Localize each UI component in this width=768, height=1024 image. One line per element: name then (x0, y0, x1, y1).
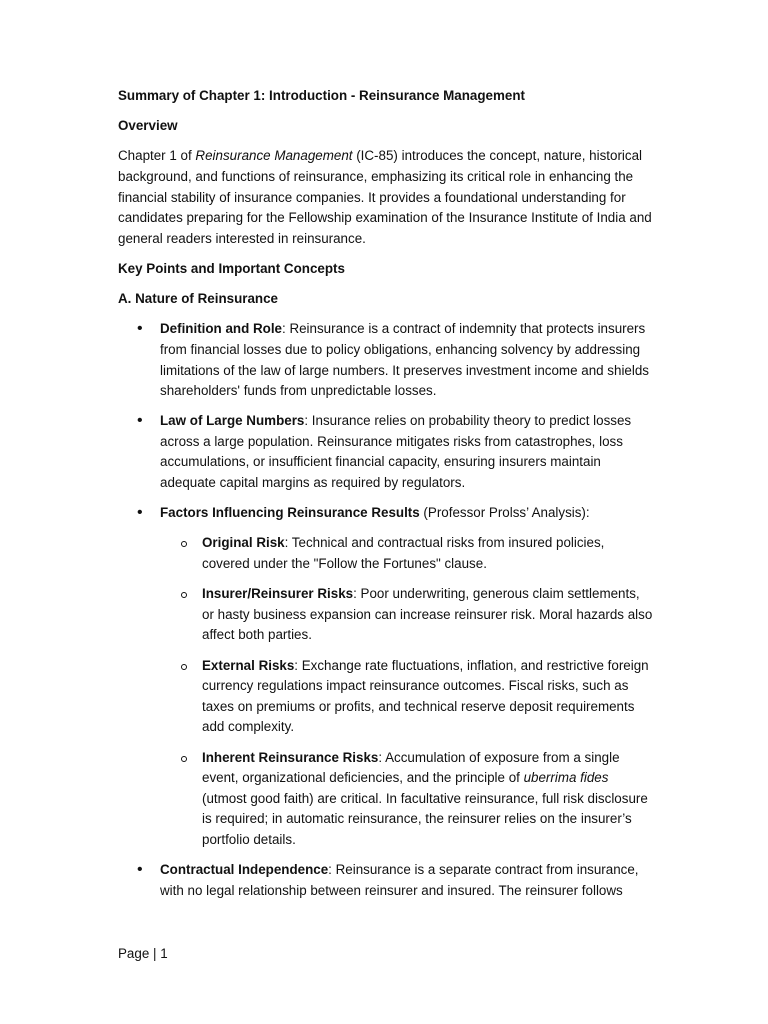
sub-bullet-term: Insurer/Reinsurer Risks (202, 586, 354, 602)
document-page (118, 86, 653, 911)
overview-pre: Chapter 1 of (118, 148, 196, 164)
list-item (118, 503, 653, 850)
section-a-heading: A. Nature of Reinsurance (118, 291, 278, 307)
page-number-footer: Page | 1 (118, 946, 168, 961)
bullet-text: : Reinsurance is a separate contract from insurance, with no legal relationship between reinsurer and insured. The reinsurer follows (160, 862, 639, 898)
bullet-list (118, 319, 653, 901)
overview-post: (IC-85) introduces the concept, nature, historical background, and functions of reinsurance, emphasizing its critical role in enhancing the financial stability of insurance companies. It provides a foundational understanding for candidates preparing for the Fellowship examination of the Insurance Institute of India and general readers interested in reinsurance. (118, 148, 652, 246)
overview-paragraph (118, 146, 653, 249)
sub-list-item (160, 656, 653, 738)
sub-bullet-text-pre: : Accumulation of exposure from a single event, organizational deficiencies, and the principle of (202, 749, 620, 786)
bullet-term: Factors Influencing Reinsurance Results (160, 505, 420, 521)
sub-bullet-text: : Exchange rate fluctuations, inflation, and restrictive foreign currency regulations impact reinsurance outcomes. Fiscal risks, such as taxes on premiums or profits, and technical reserve deposit requirements add complexity. (202, 657, 649, 735)
bullet-term: Definition and Role (160, 321, 282, 337)
sub-list-item (160, 533, 653, 574)
book-title: Reinsurance Management (195, 148, 353, 164)
sub-bullet-text: : Poor underwriting, generous claim settlements, or hasty business expansion can increase reinsurer risk. Moral hazards also affect both parties. (202, 586, 653, 643)
overview-heading: Overview (118, 118, 178, 134)
sub-list-item (160, 748, 653, 851)
sub-bullet-term: Inherent Reinsurance Risks (202, 749, 379, 765)
key-points-heading: Key Points and Important Concepts (118, 260, 345, 276)
sub-bullet-term: External Risks (202, 657, 295, 673)
sub-bullet-term: Original Risk (202, 535, 285, 551)
sub-bullet-text-post: (utmost good faith) are critical. In facultative reinsurance, full risk disclosure is required; in automatic reinsurance, the reinsurer relies on the insurer’s portfolio details. (202, 790, 648, 847)
document-title: Summary of Chapter 1: Introduction - Reinsurance Management (118, 88, 525, 103)
bullet-text: : Reinsurance is a contract of indemnity that protects insurers from financial losses due to policy obligations, enhancing solvency by addressing limitations of the law of large numbers. It preserves investment income and shields shareholders' funds from unpredictable losses. (160, 321, 649, 399)
list-item (118, 860, 653, 901)
sub-list-item (160, 584, 653, 646)
bullet-text: : Insurance relies on probability theory to predict losses across a large population. Reinsurance mitigates risks from catastrophes, loss accumulations, or insufficient financial capacity, ensuring insurers maintain adequate capital margins as required by regulators. (160, 413, 632, 491)
sub-bullet-text: : Technical and contractual risks from insured policies, covered under the "Follow the Fortunes" clause. (202, 535, 605, 572)
bullet-term: Law of Large Numbers (160, 413, 305, 429)
list-item (118, 319, 653, 401)
sub-bullet-list (160, 533, 653, 850)
latin-term: uberrima fides (523, 770, 609, 786)
list-item (118, 411, 653, 493)
bullet-text: (Professor Prolss’ Analysis): (419, 505, 590, 521)
bullet-term: Contractual Independence (160, 862, 329, 878)
